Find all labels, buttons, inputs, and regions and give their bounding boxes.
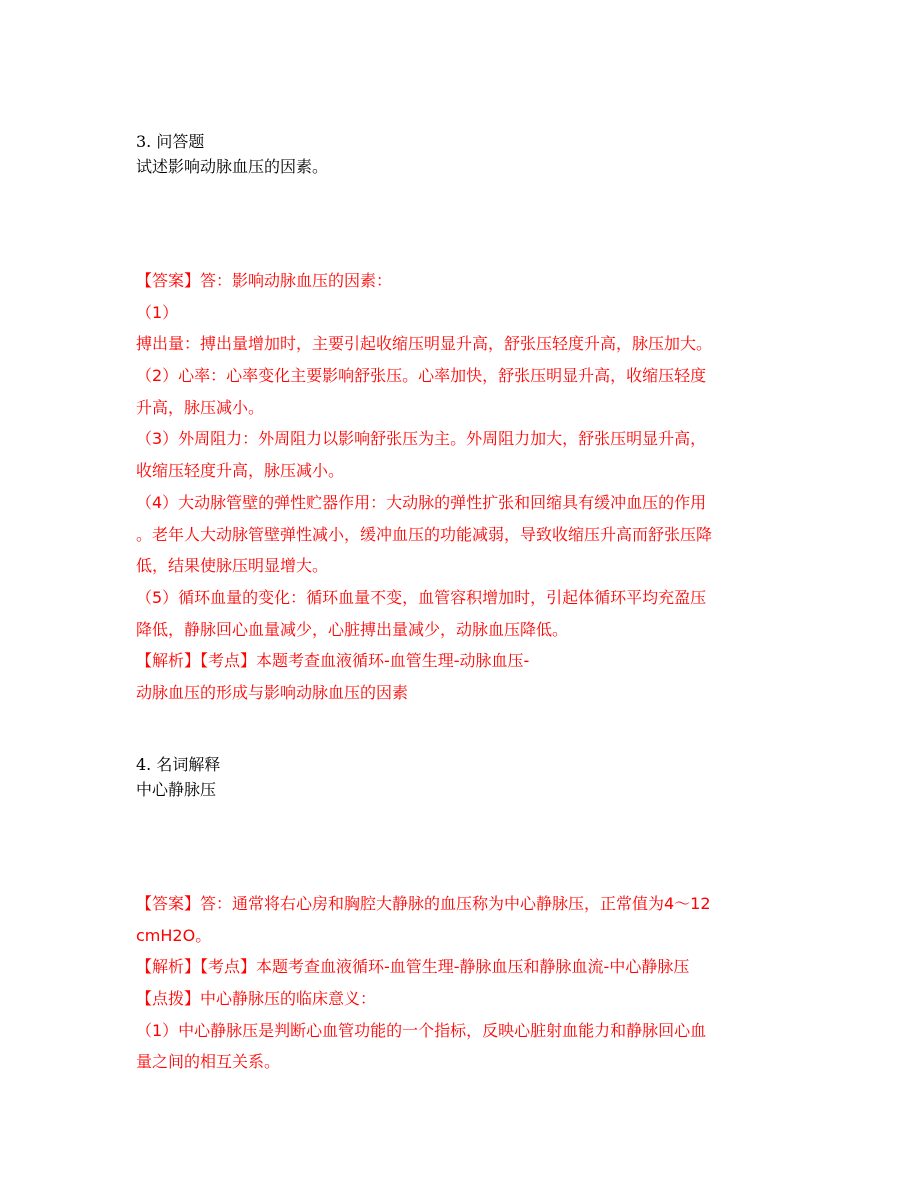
- question-3-prompt: 试述影响动脉血压的因素。: [136, 157, 329, 176]
- hint-line: 【点拨】中心静脉压的临床意义：: [136, 989, 377, 1009]
- answer-line: （5）循环血量的变化：循环血量不变，血管容积增加时，引起体循环平均充盈压: [136, 587, 707, 607]
- analysis-line: 动脉血压的形成与影响动脉血压的因素: [136, 682, 409, 702]
- answer-line: （2）心率：心率变化主要影响舒张压。心率加快，舒张压明显升高，收缩压轻度: [136, 366, 707, 386]
- answer-line: 升高，脉压减小。: [136, 397, 265, 417]
- question-4-heading: 4. 名词解释: [136, 755, 221, 774]
- answer-line: 低，结果使脉压明显增大。: [136, 556, 329, 576]
- answer-line: 搏出量：搏出量增加时，主要引起收缩压明显升高，舒张压轻度升高，脉压加大。: [136, 334, 713, 354]
- hint-line: （1）中心静脉压是判断心血管功能的一个指标，反映心脏射血能力和静脉回心血: [136, 1020, 707, 1040]
- question-4-answer: [136, 888, 792, 1078]
- question-4-prompt: 中心静脉压: [136, 780, 217, 799]
- analysis-line: 【解析】【考点】本题考查血液循环-血管生理-静脉血压和静脉血流-中心静脉压: [136, 957, 690, 977]
- analysis-line: 【解析】【考点】本题考查血液循环-血管生理-动脉血压-: [136, 651, 530, 671]
- answer-line: 【答案】答：通常将右心房和胸腔大静脉的血压称为中心静脉压，正常值为4～12: [136, 894, 711, 913]
- answer-line: （1）: [136, 302, 179, 322]
- answer-line: （4）大动脉管壁的弹性贮器作用：大动脉的弹性扩张和回缩具有缓冲血压的作用: [136, 492, 707, 512]
- question-3-heading: 3. 问答题: [136, 132, 205, 151]
- answer-line: 收缩压轻度升高，脉压减小。: [136, 461, 345, 481]
- answer-line: 【答案】答：影响动脉血压的因素：: [136, 271, 393, 290]
- answer-line: 降低，静脉回心血量减少，心脏搏出量减少，动脉血压降低。: [136, 619, 569, 639]
- answer-line: 。老年人大动脉管壁弹性减小，缓冲血压的功能减弱，导致收缩压升高而舒张压降: [136, 524, 713, 544]
- answer-line: （3）外周阻力：外周阻力以影响舒张压为主。外周阻力加大，舒张压明显升高，: [136, 429, 707, 449]
- question-3-answer: [136, 265, 792, 709]
- hint-line: 量之间的相互关系。: [136, 1052, 281, 1072]
- answer-line: cmH2O。: [136, 925, 212, 945]
